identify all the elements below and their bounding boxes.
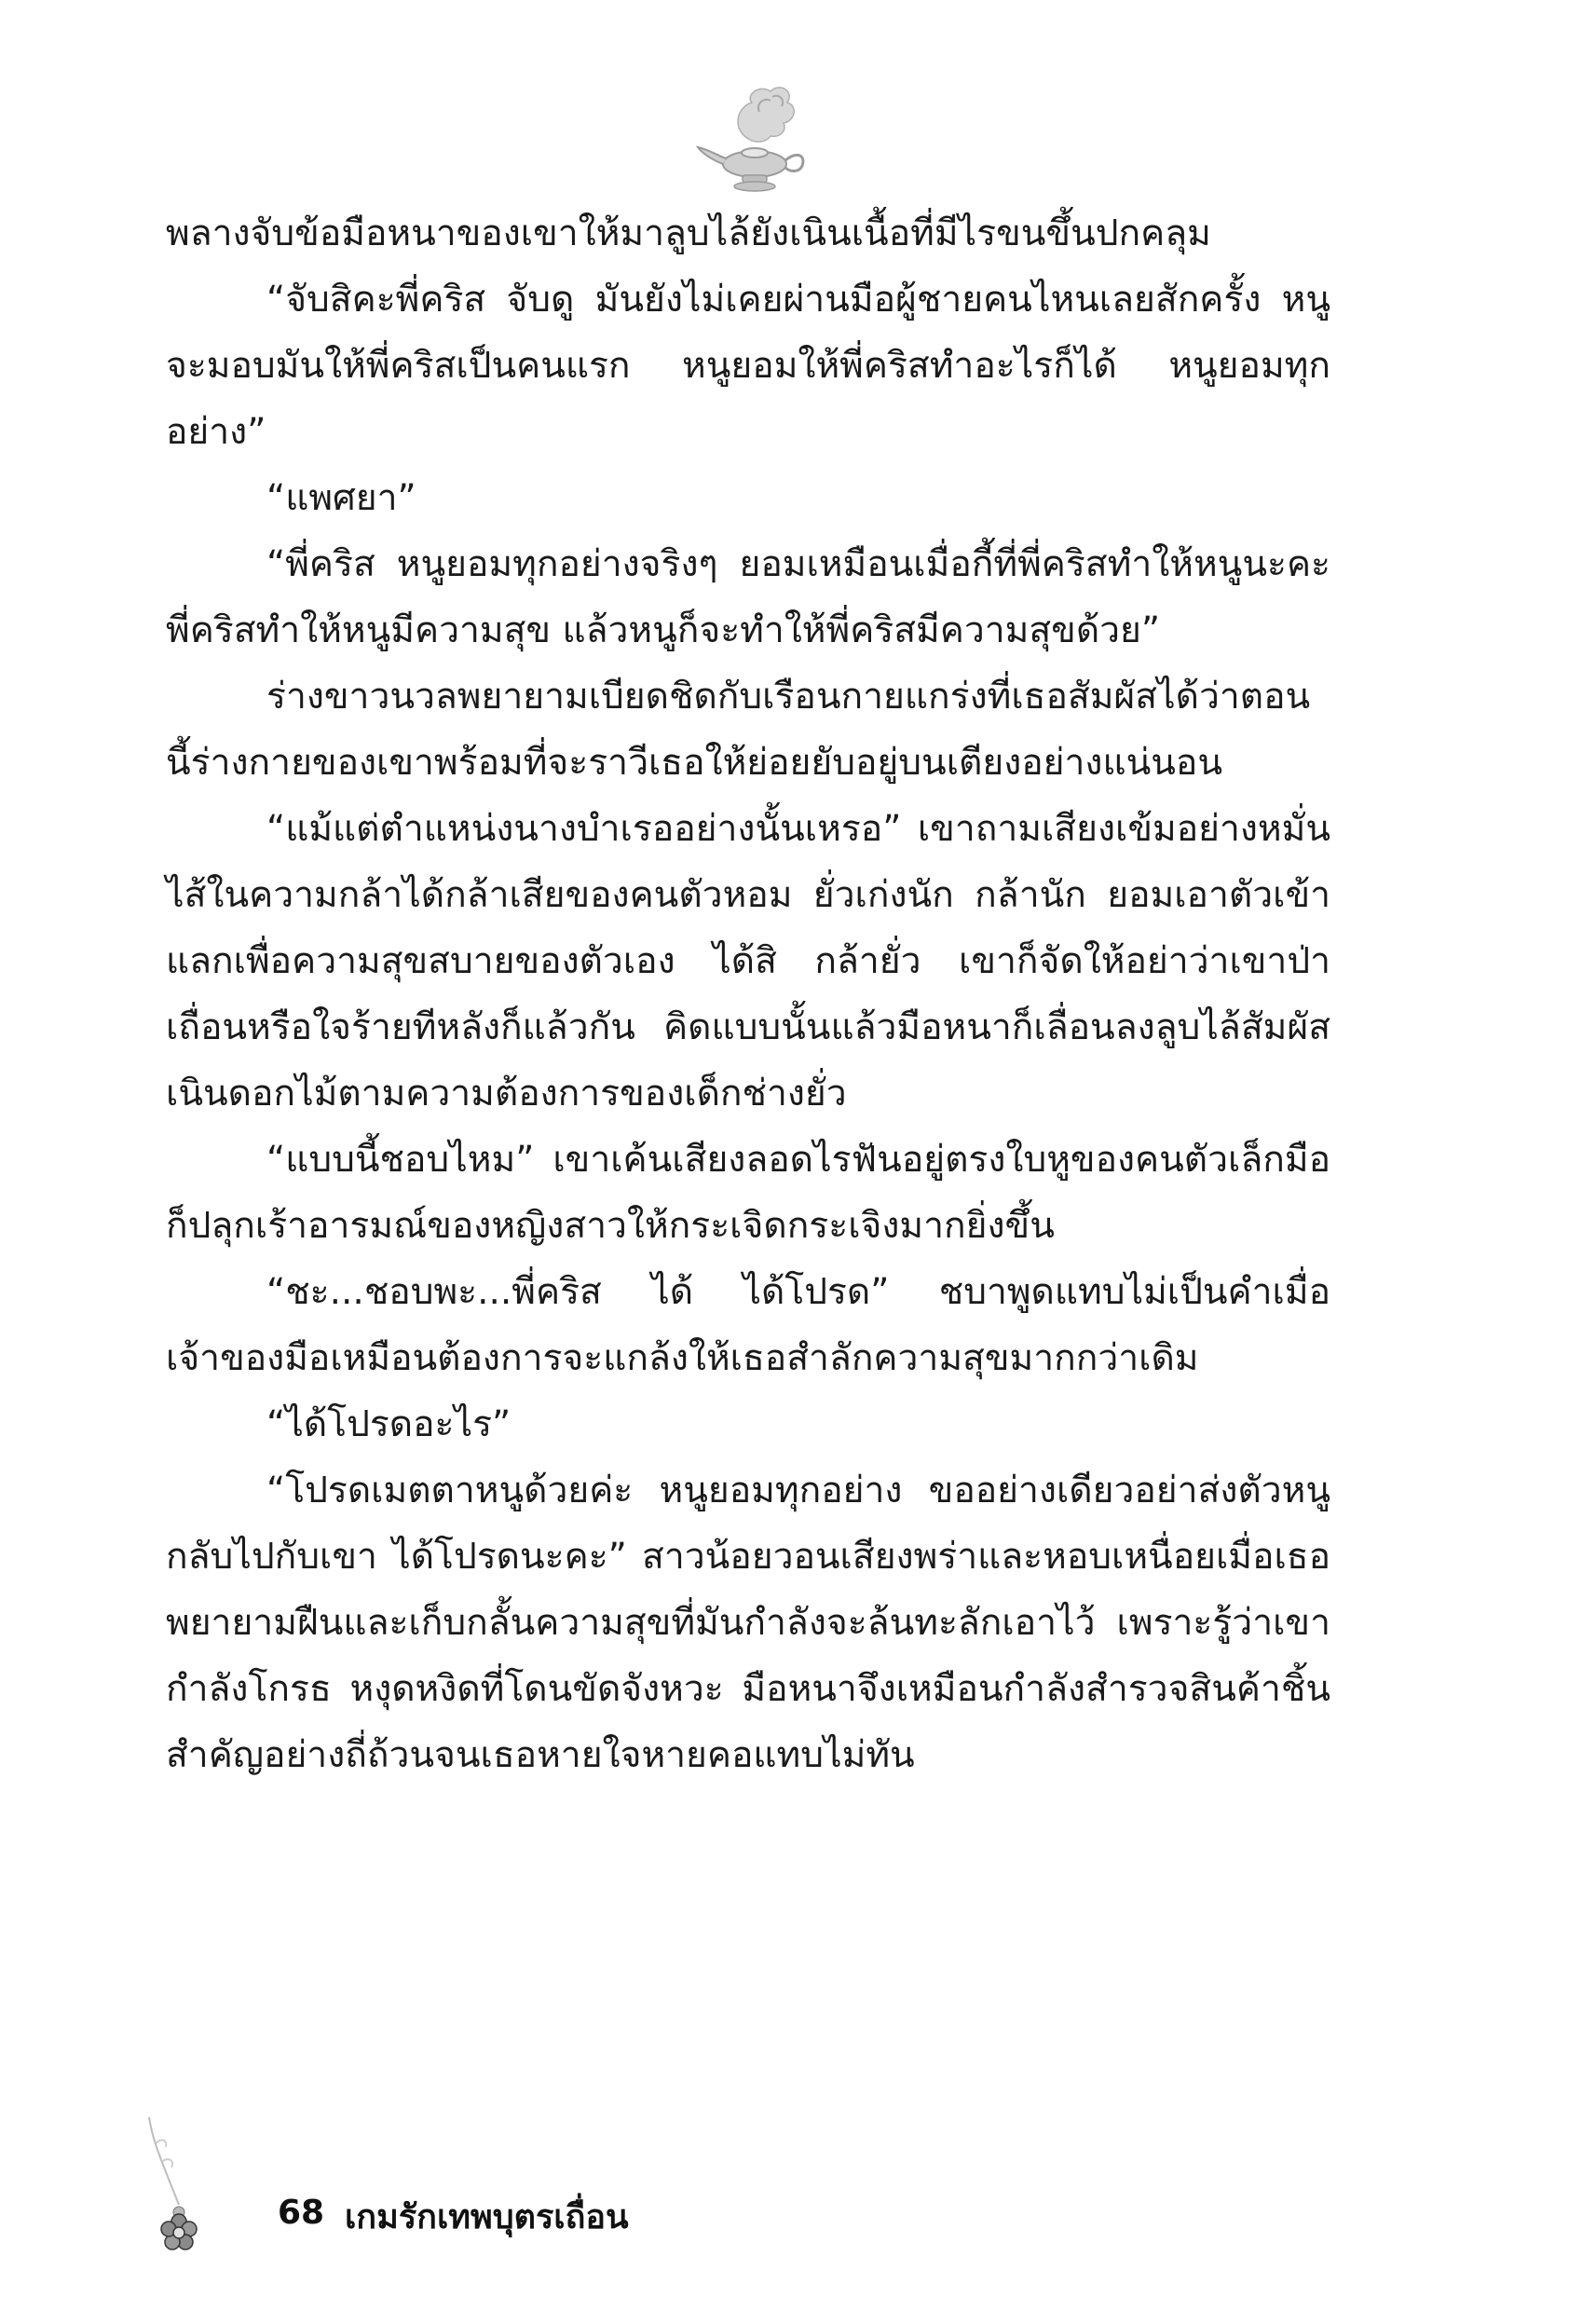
paragraph: “แม้แต่ตำแหน่งนางบำเรออย่างนั้นเหรอ” เขาถามเสียงเข้มอย่างหมั่นไส้ในความกล้าได้กล้าเสียของคนตัวหอม ยั่วเก่งนัก กล้านัก ยอมเอาตัวเข้าแลกเพื่อความสุขสบายของตัวเอง ได้สิ กล้ายั่ว เขาก็จัดให้อย่าว่าเขาป่าเถื่อนหรือใจร้ายทีหลังก็แล้วกัน คิดแบบนั้นแล้วมือหนาก็เลื่อนลงลูบไล้สัมผัสเนินดอกไม้ตามความต้องการของเด็กช่างยั่ว (166, 808, 1330, 1114)
paragraph: “แพศยา” (266, 477, 416, 519)
paragraph: พลางจับข้อมือหนาของเขาให้มาลูบไล้ยังเนินเนื้อที่มีไรขนขึ้นปกคลุม (166, 212, 1211, 254)
page-footer (140, 2115, 792, 2264)
magic-lamp-icon (694, 75, 815, 196)
page-number: 68 (278, 2194, 325, 2232)
paragraph: “ชะ...ชอบพะ...พี่คริส ได้ ได้โปรด” ชบาพูดแทบไม่เป็นคำเมื่อเจ้าของมือเหมือนต้องการจะแกล้งให้เธอสำลักความสุขมากกว่าเดิม (166, 1271, 1330, 1379)
paragraph: “โปรดเมตตาหนูด้วยค่ะ หนูยอมทุกอย่าง ขออย่างเดียวอย่าส่งตัวหนูกลับไปกับเขา ได้โปรดนะคะ” สาวน้อยวอนเสียงพร่าและหอบเหนื่อยเมื่อเธอพยายามฝืนและเก็บกลั้นความสุขที่มันกำลังจะล้นทะลักเอาไว้ เพราะรู้ว่าเขากำลังโกรธ หงุดหงิดที่โดนขัดจังหวะ มือหนาจึงเหมือนกำลังสำรวจสินค้าชิ้นสำคัญอย่างถี่ถ้วนจนเธอหายใจหายคอแทบไม่ทัน (166, 1470, 1330, 1776)
paragraph: “ได้โปรดอะไร” (266, 1403, 512, 1445)
paragraph: “พี่คริส หนูยอมทุกอย่างจริงๆ ยอมเหมือนเมื่อกี้ที่พี่คริสทำให้หนูนะคะ พี่คริสทำให้หนูมีความสุข แล้วหนูก็จะทำให้พี่คริสมีความสุขด้วย” (166, 543, 1330, 651)
chapter-body (166, 200, 1330, 1788)
paragraph: “แบบนี้ชอบไหม” เขาเค้นเสียงลอดไรฟันอยู่ตรงใบหูของคนตัวเล็กมือก็ปลุกเร้าอารมณ์ของหญิงสาวให้กระเจิดกระเจิงมากยิ่งขึ้น (166, 1139, 1330, 1247)
paragraph: ร่างขาวนวลพยายามเบียดชิดกับเรือนกายแกร่งที่เธอสัมผัสได้ว่าตอนนี้ร่างกายของเขาพร้อมที่จะราวีเธอให้ย่อยยับอยู่บนเตียงอย่างแน่นอน (166, 676, 1311, 784)
book-title: เกมรักเทพบุตรเถื่อน (345, 2198, 629, 2236)
paragraph: “จับสิคะพี่คริส จับดู มันยังไม่เคยผ่านมือผู้ชายคนไหนเลยสักครั้ง หนูจะมอบมันให้พี่คริสเป็นคนแรก หนูยอมให้พี่คริสทำอะไรก็ได้ หนูยอมทุกอย่าง” (166, 279, 1330, 453)
hanging-flower-icon (140, 2115, 214, 2255)
